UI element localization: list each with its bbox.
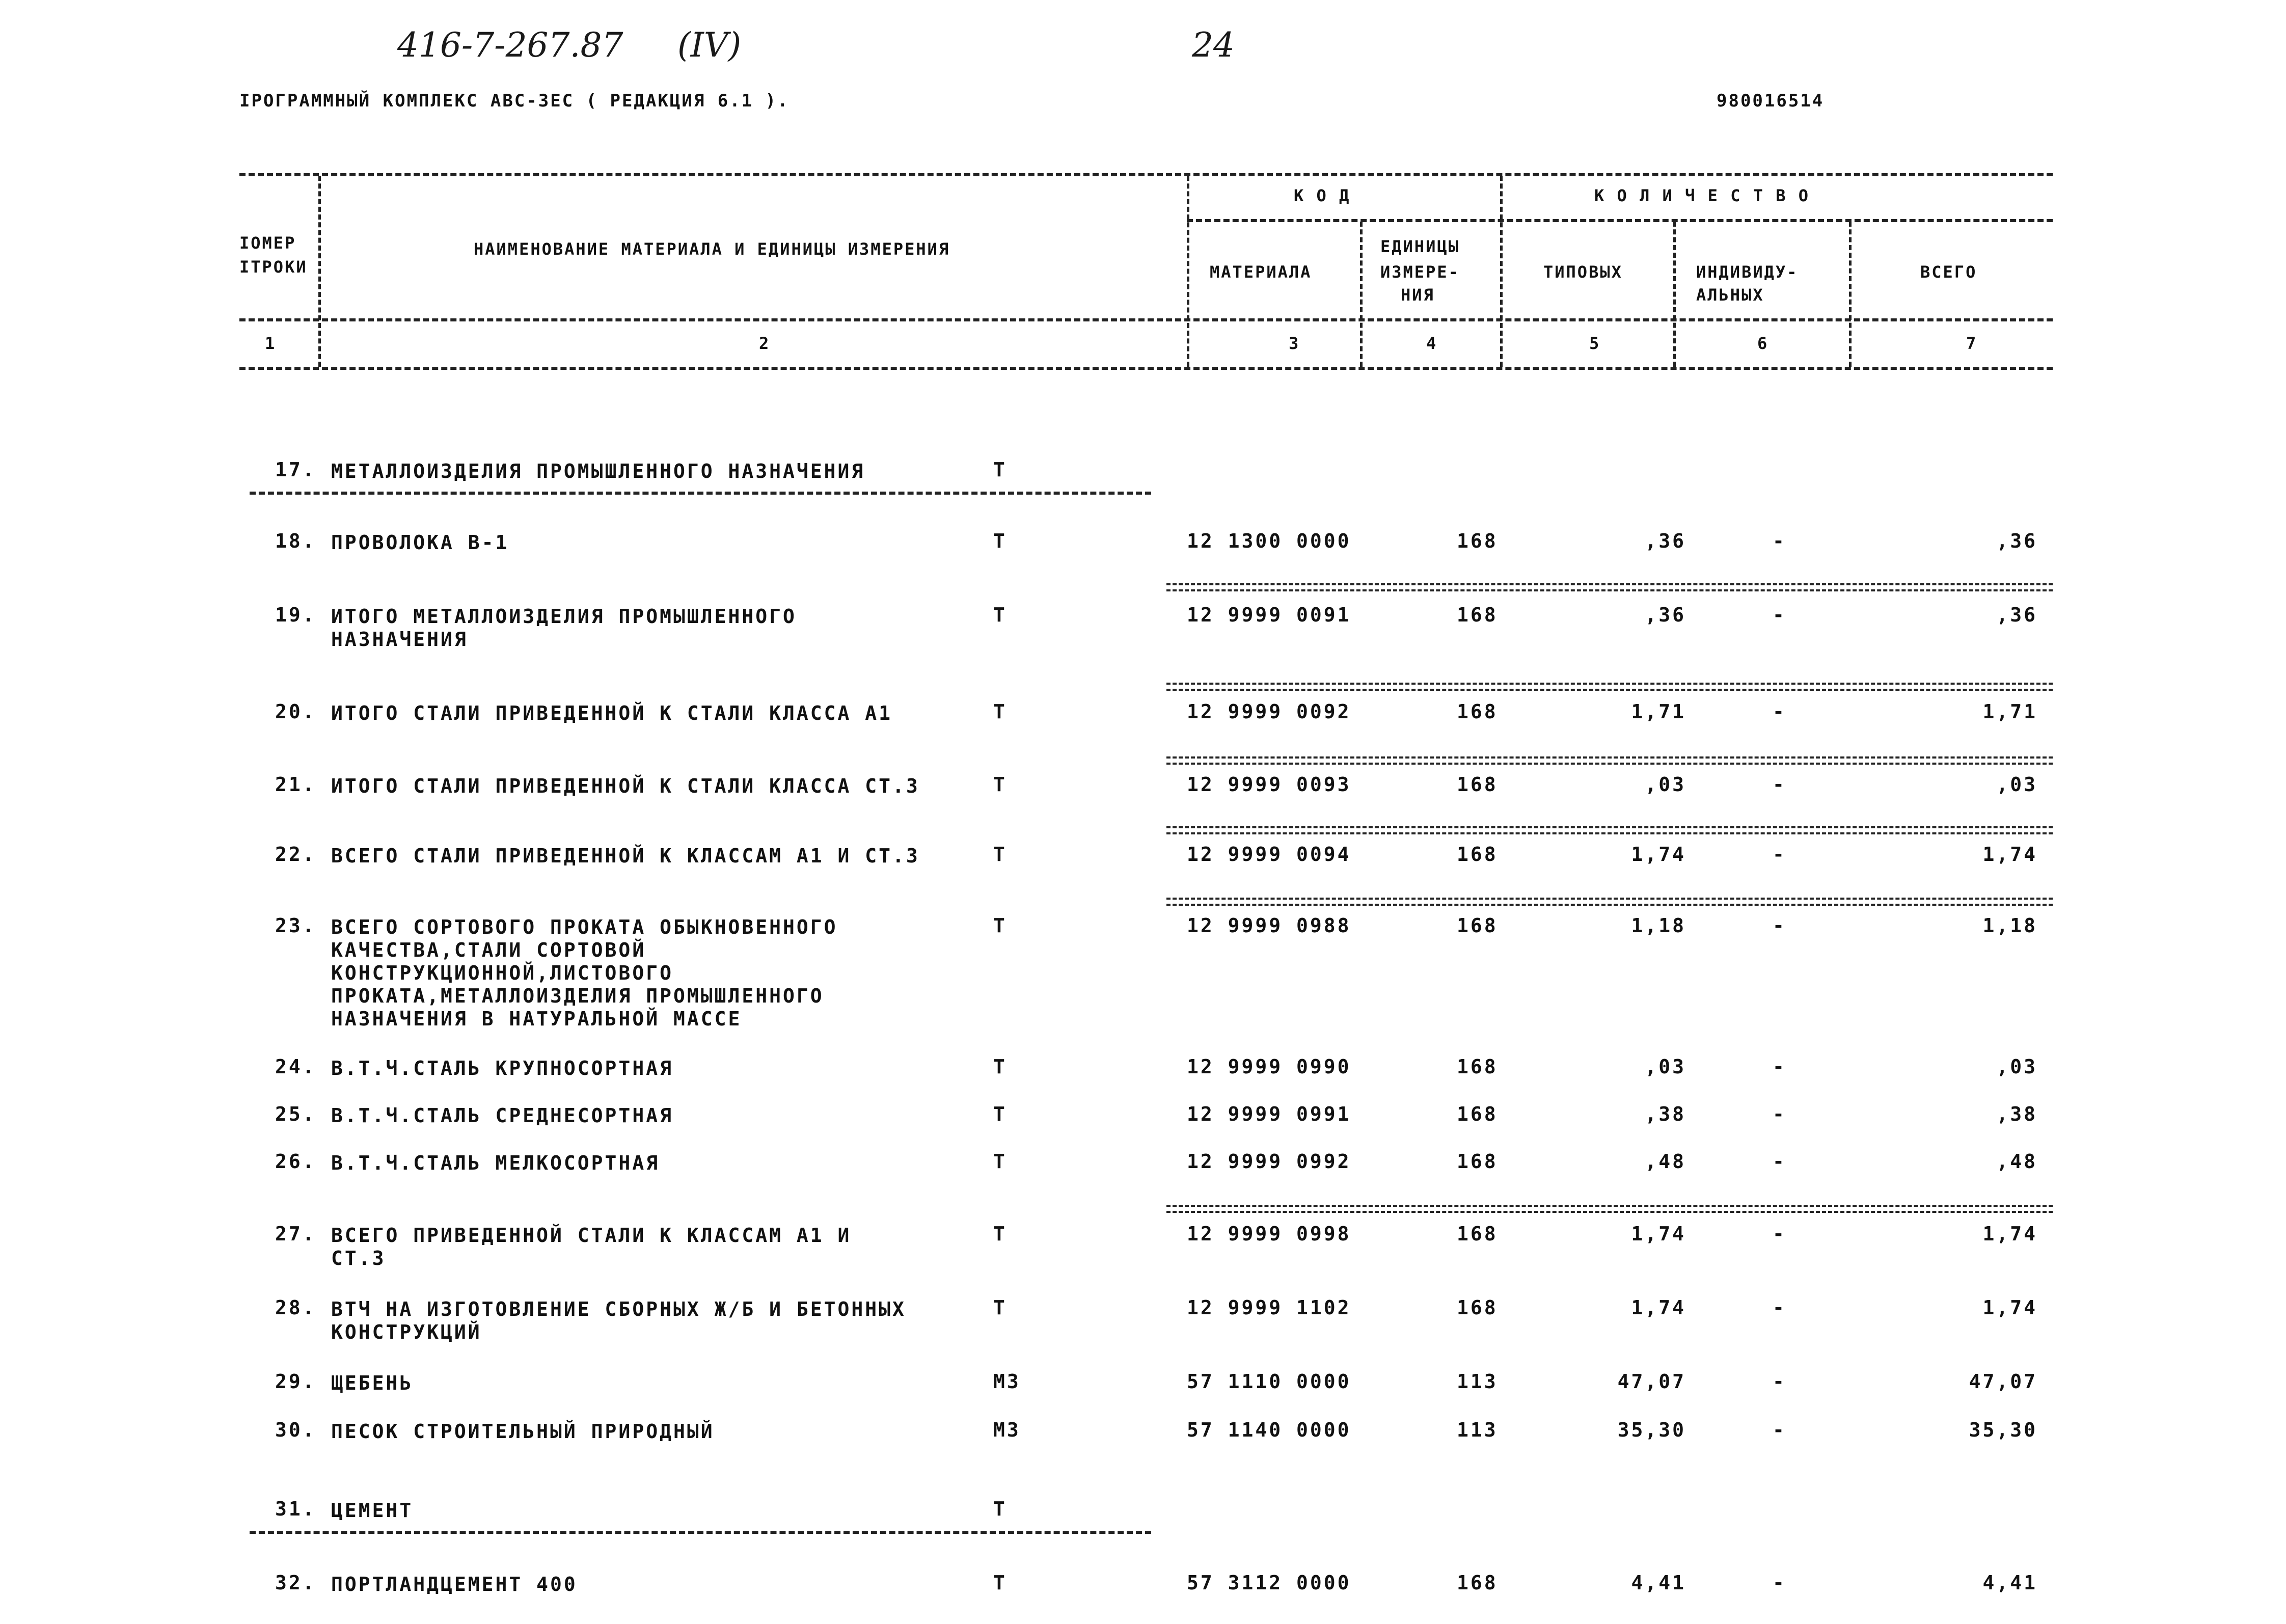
- row-measure-code: 113: [1457, 1419, 1498, 1441]
- row-typical-qty: 1,71: [1631, 700, 1686, 723]
- row-total-qty: ,03: [1996, 773, 2037, 796]
- header-material-code: МАТЕРИАЛА: [1210, 262, 1312, 282]
- row-unit: М3: [993, 1419, 1021, 1441]
- row-number: 30.: [275, 1419, 316, 1441]
- header-colnum-6: 6: [1757, 334, 1769, 353]
- section-rule-cement: [250, 1531, 1151, 1534]
- row-unit: Т: [993, 1223, 1007, 1245]
- row-unit: Т: [993, 1498, 1007, 1520]
- row-unit: Т: [993, 604, 1007, 626]
- row-individual-qty: -: [1773, 914, 1786, 937]
- row-material-code: 12 9999 1102: [1187, 1296, 1351, 1319]
- row-name-line: ВТЧ НА ИЗГОТОВЛЕНИЕ СБОРНЫХ Ж/Б И БЕТОННЫХ: [331, 1298, 906, 1320]
- row-typical-qty: 1,74: [1631, 1296, 1686, 1319]
- row-number: 29.: [275, 1370, 316, 1393]
- row-unit: Т: [993, 914, 1007, 937]
- row-unit: Т: [993, 530, 1007, 552]
- header-typical: ТИПОВЫХ: [1543, 262, 1623, 282]
- header-colnum-4: 4: [1426, 334, 1438, 353]
- row-material-code: 12 9999 0091: [1187, 604, 1351, 626]
- row-measure-code: 168: [1457, 1223, 1498, 1245]
- header-unit-2: ИЗМЕРЕ-: [1380, 262, 1460, 282]
- row-typical-qty: 1,74: [1631, 843, 1686, 865]
- row-typical-qty: ,36: [1645, 530, 1686, 552]
- row-number: 31.: [275, 1498, 316, 1520]
- row-total-qty: ,03: [1996, 1055, 2037, 1078]
- row-unit: Т: [993, 1103, 1007, 1125]
- row-name-line: ЦЕМЕНТ: [331, 1499, 414, 1522]
- row-total-qty: ,36: [1996, 530, 2037, 552]
- row-total-qty: 35,30: [1969, 1419, 2037, 1441]
- row-individual-qty: -: [1773, 1370, 1786, 1393]
- row-individual-qty: -: [1773, 1103, 1786, 1125]
- section-rule-metal: [250, 492, 1151, 495]
- row-total-qty: 1,71: [1982, 700, 2037, 723]
- row-number: 27.: [275, 1223, 316, 1245]
- row-name-line: ВСЕГО СТАЛИ ПРИВЕДЕННОЙ К КЛАССАМ А1 И СТ.3: [331, 845, 920, 867]
- row-material-code: 57 1140 0000: [1187, 1419, 1351, 1441]
- row-number: 19.: [275, 604, 316, 626]
- row-measure-code: 168: [1457, 1150, 1498, 1173]
- col-divider-4: [1500, 176, 1503, 367]
- row-material-code: 57 1110 0000: [1187, 1370, 1351, 1393]
- header-bottom-rule: [239, 367, 2053, 370]
- row-individual-qty: -: [1773, 1150, 1786, 1173]
- row-name-line: В.Т.Ч.СТАЛЬ МЕЛКОСОРТНАЯ: [331, 1152, 660, 1174]
- row-number: 20.: [275, 700, 316, 723]
- row-individual-qty: -: [1773, 1055, 1786, 1078]
- row-name-line: КОНСТРУКЦИЙ: [331, 1321, 482, 1343]
- header-colnum-7: 7: [1966, 334, 1978, 353]
- row-number: 18.: [275, 530, 316, 552]
- row-name-line: НАЗНАЧЕНИЯ В НАТУРАЛЬНОЙ МАССЕ: [331, 1008, 742, 1030]
- row-name-line: КОНСТРУКЦИОННОЙ,ЛИСТОВОГО: [331, 962, 673, 984]
- row-number: 17.: [275, 458, 316, 481]
- row-total-qty: ,48: [1996, 1150, 2037, 1173]
- row-measure-code: 168: [1457, 773, 1498, 796]
- row-measure-code: 168: [1457, 1103, 1498, 1125]
- header-material-name: НАИМЕНОВАНИЕ МАТЕРИАЛА И ЕДИНИЦЫ ИЗМЕРЕНИЯ: [474, 239, 950, 259]
- row-number: 28.: [275, 1296, 316, 1319]
- row-typical-qty: ,03: [1645, 773, 1686, 796]
- row-material-code: 12 1300 0000: [1187, 530, 1351, 552]
- row-typical-qty: ,48: [1645, 1150, 1686, 1173]
- header-group-quantity: К О Л И Ч Е С Т В О: [1594, 186, 1810, 205]
- row-name-line: ПОРТЛАНДЦЕМЕНТ 400: [331, 1573, 578, 1595]
- row-unit: Т: [993, 1296, 1007, 1319]
- header-colnum-5: 5: [1589, 334, 1601, 353]
- subtotal-rule-19: [1166, 583, 2053, 585]
- row-total-qty: 1,18: [1982, 914, 2037, 937]
- row-typical-qty: 4,41: [1631, 1572, 1686, 1594]
- col-divider-1: [318, 176, 321, 367]
- row-unit: М3: [993, 1370, 1021, 1393]
- document-id: 980016514: [1717, 91, 1825, 111]
- header-total: ВСЕГО: [1920, 262, 1977, 282]
- row-name-line: ПРОКАТА,МЕТАЛЛОИЗДЕЛИЯ ПРОМЫШЛЕННОГО: [331, 985, 824, 1007]
- subtotal-rule-27: [1166, 1205, 2053, 1207]
- row-unit: Т: [993, 773, 1007, 796]
- row-typical-qty: ,38: [1645, 1103, 1686, 1125]
- header-row-num-1: IОМЕР: [239, 233, 296, 253]
- row-material-code: 12 9999 0991: [1187, 1103, 1351, 1125]
- row-measure-code: 168: [1457, 843, 1498, 865]
- subtotal-rule-21: [1166, 756, 2053, 759]
- subtotal-rule-22: [1166, 826, 2053, 828]
- program-title: IРОГРАММНЫЙ КОМПЛЕКС АВС-3ЕС ( РЕДАКЦИЯ 6.1 ).: [239, 91, 790, 111]
- row-name-line: В.Т.Ч.СТАЛЬ КРУПНОСОРТНАЯ: [331, 1057, 673, 1079]
- row-name-line: ВСЕГО ПРИВЕДЕННОЙ СТАЛИ К КЛАССАМ А1 И: [331, 1224, 852, 1247]
- subtotal-rule-20: [1166, 683, 2053, 685]
- col-divider-6: [1849, 222, 1852, 367]
- row-individual-qty: -: [1773, 1223, 1786, 1245]
- row-material-code: 12 9999 0093: [1187, 773, 1351, 796]
- row-material-code: 12 9999 0092: [1187, 700, 1351, 723]
- row-measure-code: 168: [1457, 1572, 1498, 1594]
- row-typical-qty: 35,30: [1617, 1419, 1686, 1441]
- row-typical-qty: 1,18: [1631, 914, 1686, 937]
- row-unit: Т: [993, 843, 1007, 865]
- row-material-code: 12 9999 0992: [1187, 1150, 1351, 1173]
- row-name-line: КАЧЕСТВА,СТАЛИ СОРТОВОЙ: [331, 939, 646, 961]
- row-individual-qty: -: [1773, 1572, 1786, 1594]
- row-name-line: МЕТАЛЛОИЗДЕЛИЯ ПРОМЫШЛЕННОГО НАЗНАЧЕНИЯ: [331, 460, 865, 482]
- header-group-rule: [1187, 219, 2053, 222]
- header-unit-3: НИЯ: [1401, 285, 1435, 305]
- row-individual-qty: -: [1773, 1419, 1786, 1441]
- row-name-line: ЩЕБЕНЬ: [331, 1372, 414, 1394]
- header-group-code: К О Д: [1294, 186, 1351, 205]
- header-individual-1: ИНДИВИДУ-: [1696, 262, 1799, 282]
- col-divider-2: [1187, 176, 1189, 367]
- row-name-line: СТ.3: [331, 1247, 386, 1269]
- row-name-line: ВСЕГО СОРТОВОГО ПРОКАТА ОБЫКНОВЕННОГО: [331, 916, 838, 938]
- handwritten-doc-code: 416-7-267.87: [397, 25, 623, 65]
- row-unit: Т: [993, 1055, 1007, 1078]
- row-individual-qty: -: [1773, 1296, 1786, 1319]
- row-total-qty: ,36: [1996, 604, 2037, 626]
- header-mid-rule: [239, 318, 2053, 321]
- header-row-num-2: IТРОКИ: [239, 257, 308, 277]
- row-material-code: 12 9999 0988: [1187, 914, 1351, 937]
- row-unit: Т: [993, 1150, 1007, 1173]
- row-number: 32.: [275, 1572, 316, 1594]
- row-measure-code: 113: [1457, 1370, 1498, 1393]
- row-typical-qty: ,36: [1645, 604, 1686, 626]
- row-number: 22.: [275, 843, 316, 865]
- row-name-line: В.Т.Ч.СТАЛЬ СРЕДНЕСОРТНАЯ: [331, 1104, 673, 1127]
- row-unit: Т: [993, 458, 1007, 481]
- subtotal-rule-23: [1166, 898, 2053, 900]
- row-individual-qty: -: [1773, 773, 1786, 796]
- row-material-code: 12 9999 0094: [1187, 843, 1351, 865]
- row-name-line: ПРОВОЛОКА В-1: [331, 531, 509, 554]
- row-measure-code: 168: [1457, 530, 1498, 552]
- header-colnum-3: 3: [1289, 334, 1300, 353]
- row-unit: Т: [993, 1572, 1007, 1594]
- handwritten-volume: (IV): [677, 25, 742, 65]
- header-colnum-1: 1: [265, 334, 277, 353]
- row-total-qty: 1,74: [1982, 1223, 2037, 1245]
- header-colnum-2: 2: [759, 334, 771, 353]
- row-number: 25.: [275, 1103, 316, 1125]
- row-name-line: ПЕСОК СТРОИТЕЛЬНЫЙ ПРИРОДНЫЙ: [331, 1420, 715, 1443]
- row-total-qty: ,38: [1996, 1103, 2037, 1125]
- row-number: 26.: [275, 1150, 316, 1173]
- row-total-qty: 4,41: [1982, 1572, 2037, 1594]
- row-material-code: 12 9999 0990: [1187, 1055, 1351, 1078]
- row-name-line: НАЗНАЧЕНИЯ: [331, 628, 468, 651]
- row-total-qty: 1,74: [1982, 843, 2037, 865]
- row-total-qty: 1,74: [1982, 1296, 2037, 1319]
- header-unit-1: ЕДИНИЦЫ: [1380, 237, 1460, 256]
- row-material-code: 12 9999 0998: [1187, 1223, 1351, 1245]
- row-typical-qty: 1,74: [1631, 1223, 1686, 1245]
- row-number: 24.: [275, 1055, 316, 1078]
- col-divider-3: [1360, 222, 1363, 367]
- header-individual-2: АЛЬНЫХ: [1696, 285, 1764, 305]
- row-typical-qty: 47,07: [1617, 1370, 1686, 1393]
- row-name-line: ИТОГО МЕТАЛЛОИЗДЕЛИЯ ПРОМЫШЛЕННОГО: [331, 605, 797, 628]
- row-material-code: 57 3112 0000: [1187, 1572, 1351, 1594]
- row-measure-code: 168: [1457, 700, 1498, 723]
- row-number: 23.: [275, 914, 316, 937]
- col-divider-5: [1673, 222, 1676, 367]
- row-individual-qty: -: [1773, 843, 1786, 865]
- row-name-line: ИТОГО СТАЛИ ПРИВЕДЕННОЙ К СТАЛИ КЛАССА А1: [331, 702, 892, 724]
- row-measure-code: 168: [1457, 1296, 1498, 1319]
- row-measure-code: 168: [1457, 914, 1498, 937]
- row-name-line: ИТОГО СТАЛИ ПРИВЕДЕННОЙ К СТАЛИ КЛАССА СТ.3: [331, 775, 920, 797]
- row-individual-qty: -: [1773, 700, 1786, 723]
- row-measure-code: 168: [1457, 604, 1498, 626]
- row-individual-qty: -: [1773, 604, 1786, 626]
- row-measure-code: 168: [1457, 1055, 1498, 1078]
- row-number: 21.: [275, 773, 316, 796]
- row-total-qty: 47,07: [1969, 1370, 2037, 1393]
- handwritten-page-number: 24: [1192, 25, 1235, 65]
- header-top-rule: [239, 173, 2053, 176]
- row-typical-qty: ,03: [1645, 1055, 1686, 1078]
- row-individual-qty: -: [1773, 530, 1786, 552]
- row-unit: Т: [993, 700, 1007, 723]
